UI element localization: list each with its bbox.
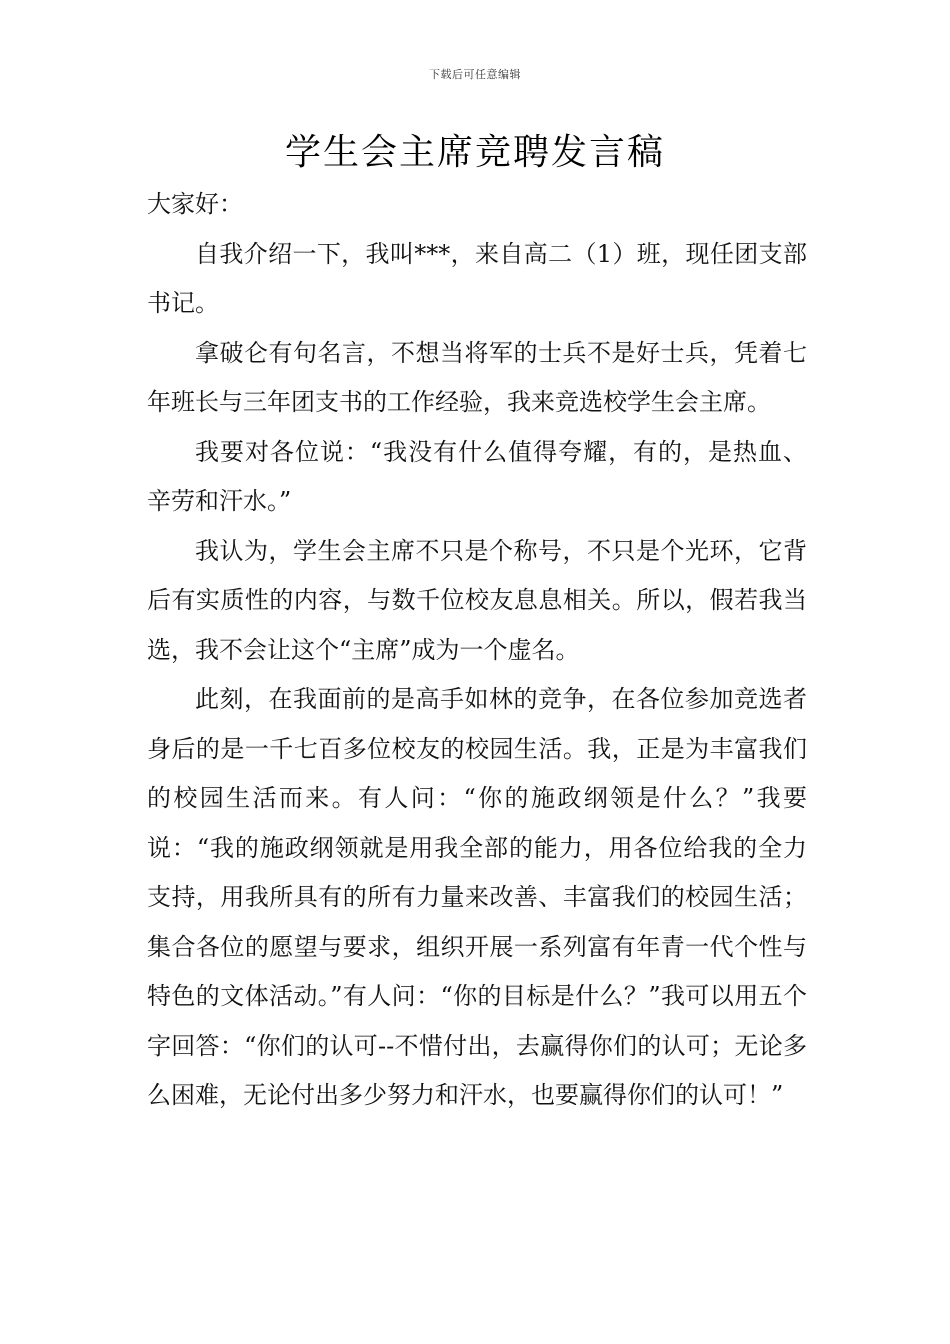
header-note: 下载后可任意编辑	[429, 68, 521, 81]
body-paragraph: 我要对各位说：“我没有什么值得夸耀，有的，是热血、辛劳和汗水。”	[147, 437, 807, 515]
document-title: 学生会主席竞聘发言稿	[284, 132, 665, 173]
body-paragraph: 我认为，学生会主席不只是个称号，不只是个光环，它背后有实质性的内容，与数千位校友息息相关。所以，假若我当选，我不会让这个“主席”成为一个虚名。	[147, 536, 807, 664]
greeting-paragraph: 大家好：	[147, 190, 243, 218]
body-paragraph: 拿破仑有句名言，不想当将军的士兵不是好士兵，凭着七年班长与三年团支书的工作经验，我来竞选校学生会主席。	[147, 338, 807, 416]
body-paragraph: 此刻，在我面前的是高手如林的竞争，在各位参加竞选者身后的是一千七百多位校友的校园生活。我，正是为丰富我们的校园生活而来。有人问：“你的施政纲领是什么？”我要说：“我的施政纲领就是用我全部的能力，用各位给我的全力支持，用我所具有的所有力量来改善、丰富我们的校园生活；集合各位的愿望与要求，组织开展一系列富有年青一代个性与特色的文体活动。”有人问：“你的目标是什么？”我可以用五个字回答：“你们的认可--不惜付出，去赢得你们的认可；无论多么困难，无论付出多少努力和汗水，也要赢得你们的认可！”	[147, 685, 807, 1109]
body-paragraph: 自我介绍一下，我叫***，来自高二（1）班，现任团支部书记。	[147, 239, 807, 317]
document-body	[147, 180, 807, 1121]
